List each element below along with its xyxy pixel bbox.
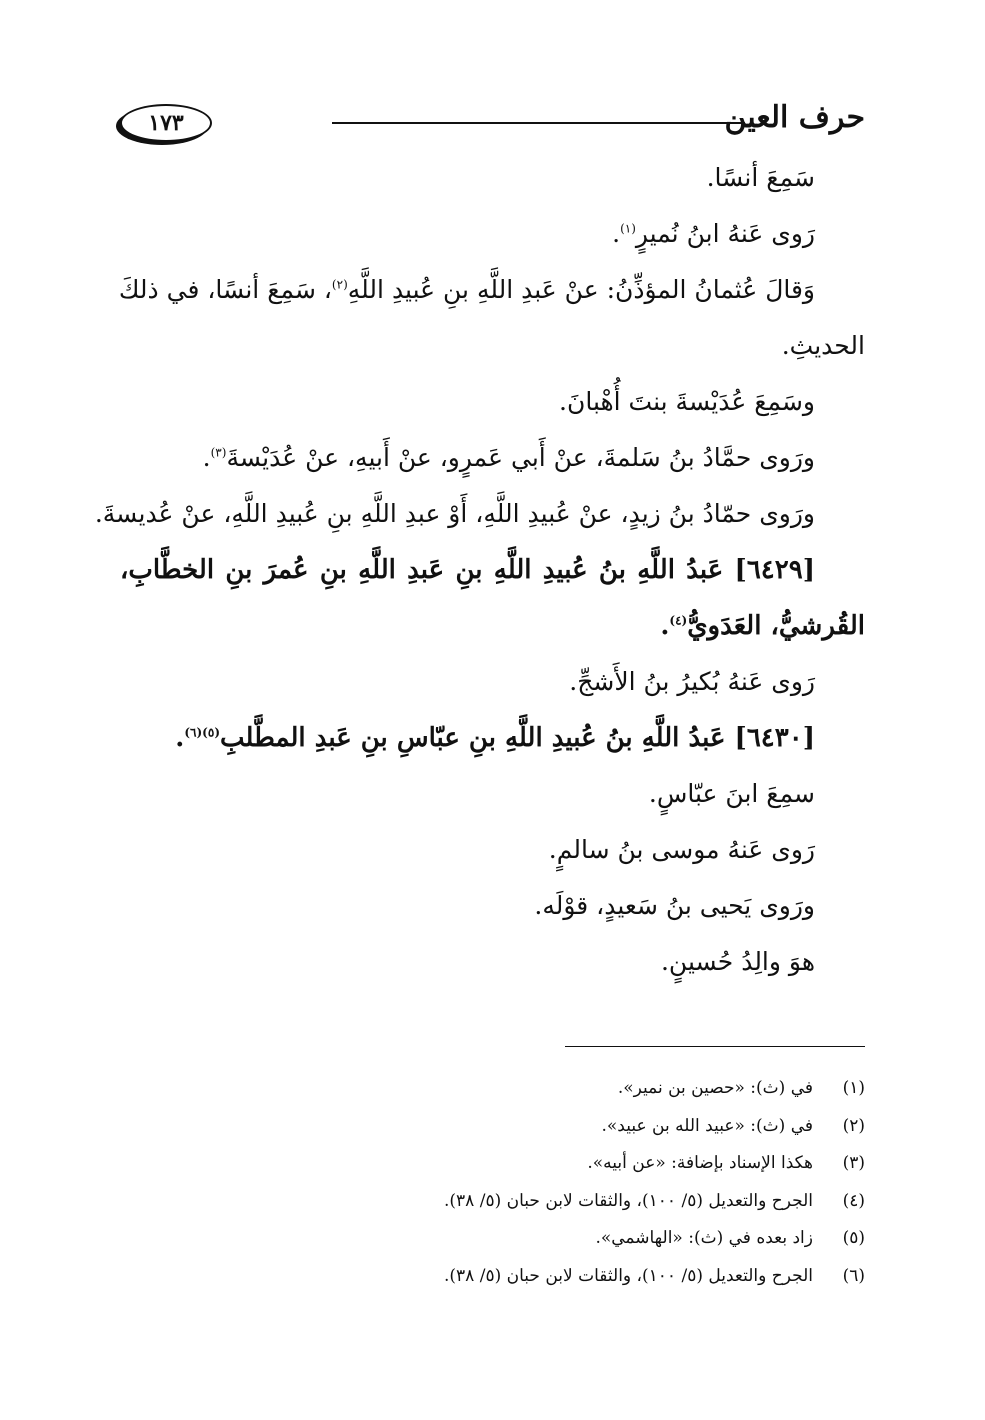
footnote-6	[300, 1258, 865, 1296]
footnote-1	[300, 1070, 865, 1108]
footnote-number: (٢)	[842, 1115, 865, 1136]
text-line-5: وسَمِعَ عُدَيْسةَ بنتَ أُهْبانَ.	[559, 387, 815, 416]
footnote-2	[300, 1108, 865, 1146]
footnote-text: هكذا الإسناد بإضافة: «عن أبيه».	[587, 1153, 813, 1173]
page-number-badge: ١٧٣	[120, 104, 212, 142]
entry-heading-6430: [٦٤٣٠] عَبدُ اللَّهِ بنُ عُبيدِ اللَّهِ بنِ عبّاسِ بنِ عَبدِ المطَّلبِ$^{(٥)(٦)}$.	[175, 723, 815, 753]
footnote-number: (٣)	[842, 1153, 865, 1173]
footnotes	[300, 1070, 865, 1295]
footnote-number: (٦)	[842, 1265, 865, 1286]
entry-heading-6429: [٦٤٢٩] عَبدُ اللَّهِ بنُ عُبيدِ اللَّهِ بنِ عَبدِ اللَّهِ بنِ عُمرَ بنِ الخطَّابِ،	[120, 555, 815, 585]
chapter-title: حرف العين	[724, 100, 865, 135]
text-line-12: سمِعَ ابنَ عبّاسٍ.	[648, 779, 815, 808]
text-line-6: ورَوى حمَّادُ بنُ سَلمةَ، عنْ أَبي عَمرٍو، عنْ أَبيهِ، عنْ عُدَيْسةَ$^{(٣)}$.	[202, 443, 815, 472]
text-line-15: هوَ والِدُ حُسينٍ.	[660, 947, 815, 976]
footnote-number: (٥)	[842, 1228, 865, 1248]
footnote-number: (٤)	[842, 1190, 865, 1211]
text-line-2: رَوى عَنهُ ابنُ نُميرٍ$^{(١)}$.	[612, 219, 815, 248]
main-text	[94, 150, 865, 990]
footnote-number: (١)	[842, 1078, 865, 1098]
footnote-separator	[565, 1046, 865, 1047]
text-line-13: رَوى عَنهُ موسى بنُ سالمٍ.	[548, 835, 815, 864]
footnote-text: في (ث): «حصين بن نمير».	[617, 1078, 813, 1098]
footnote-text: زاد بعده في (ث): «الهاشمي».	[595, 1228, 813, 1248]
footnote-text: في (ث): «عبيد الله بن عبيد».	[601, 1115, 813, 1136]
page-header	[120, 100, 865, 146]
footnote-ref-5-6[interactable]: (٥)(٦)	[184, 725, 220, 740]
text-line-3: وَقالَ عُثمانُ المؤذِّنُ: عنْ عَبدِ اللَّهِ بنِ عُبيدِ اللَّهِ$^{(٢)}$، سَمِعَ أنسًا، في ذلكَ	[118, 275, 815, 304]
text-line-4: الحديثِ.	[781, 331, 865, 360]
footnote-ref-1[interactable]: (١)	[620, 221, 636, 236]
footnote-ref-4[interactable]: (٤)	[669, 613, 688, 628]
footnote-ref-3[interactable]: (٣)	[210, 445, 227, 460]
footnote-text: الجرح والتعديل (٥/ ١٠٠)، والثقات لابن حبان (٥/ ٣٨).	[444, 1265, 813, 1286]
footnote-3	[300, 1145, 865, 1183]
entry-heading-6429-cont: القُرشيُّ، العَدَويُّ$^{(٤)}$.	[660, 611, 865, 641]
text-line-14: ورَوى يَحيى بنُ سَعيدٍ، قوْلَه.	[534, 891, 815, 920]
footnote-4	[300, 1183, 865, 1221]
text-line-10: رَوى عَنهُ بُكيرُ بنُ الأَشجِّ.	[569, 667, 815, 696]
header-rule	[332, 122, 745, 124]
footnote-ref-2[interactable]: (٢)	[331, 277, 348, 292]
text-line-7: ورَوى حمّادُ بنُ زيدٍ، عنْ عُبيدِ اللَّهِ، أَوْ عبدِ اللَّهِ بنِ عُبيدِ اللَّهِ، عنْ عُديسةَ.	[94, 499, 815, 528]
footnote-text: الجرح والتعديل (٥/ ١٠٠)، والثقات لابن حبان (٥/ ٣٨).	[444, 1190, 813, 1211]
footnote-5	[300, 1220, 865, 1258]
text-line-1: سَمِعَ أنسًا.	[706, 163, 815, 192]
